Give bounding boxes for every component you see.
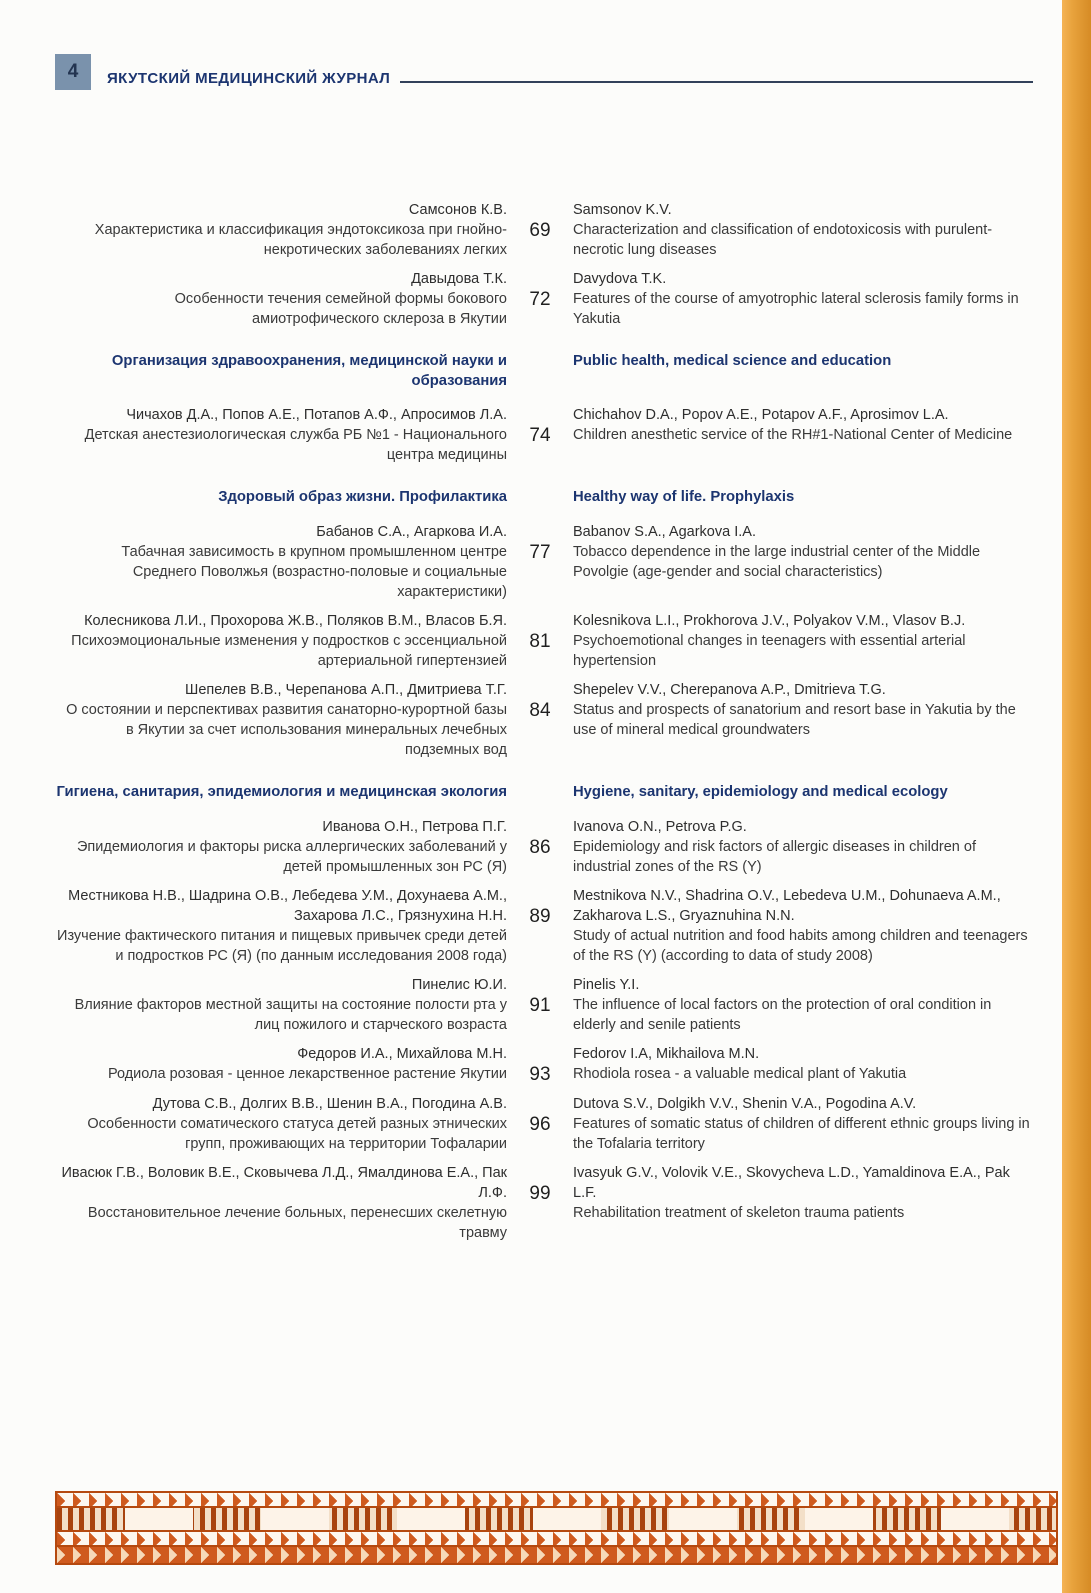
table-of-contents — [55, 200, 1035, 1243]
entry-en-block — [573, 817, 1035, 877]
entry-ru-block — [55, 817, 507, 877]
entry-authors-en: Ivasyuk G.V., Volovik V.E., Skovycheva L.D., Yamaldinova E.A., Pak L.F. — [573, 1165, 1010, 1201]
entry-ru-block — [55, 886, 507, 966]
entry-authors-en: Fedorov I.A, Mikhailova M.N. — [573, 1046, 760, 1062]
ornament-zigzag-middle — [57, 1532, 1056, 1547]
section-heading-spacer — [507, 351, 573, 391]
entry-authors-en: Ivanova O.N., Petrova P.G. — [573, 819, 747, 835]
entry-authors-en: Babanov S.A., Agarkova I.A. — [573, 524, 756, 540]
header-rule — [400, 81, 1033, 83]
entry-page-number: 69 — [529, 220, 551, 241]
toc-entry — [55, 817, 1035, 877]
entry-page-number: 93 — [529, 1064, 551, 1085]
toc-entry — [55, 200, 1035, 260]
entry-en-block — [573, 975, 1035, 1035]
right-edge-accent-bar — [1062, 0, 1091, 1593]
entry-ru-block — [55, 269, 507, 329]
section-heading-en: Public health, medical science and education — [573, 353, 892, 369]
entry-title-en: Rehabilitation treatment of skeleton trauma patients — [573, 1205, 905, 1221]
entry-page-number: 89 — [529, 906, 551, 927]
ornament-triangles-bottom — [57, 1547, 1056, 1563]
entry-en-block — [573, 1094, 1035, 1154]
entry-authors-en: Kolesnikova L.I., Prokhorova J.V., Polyakov V.M., Vlasov B.J. — [573, 613, 966, 629]
entry-title-ru: Психоэмоциональные изменения у подростков с эссенциальной артериальной гипертензией — [71, 633, 507, 669]
entry-title-ru: Детская анестезиологическая служба РБ №1 - Национального центра медицины — [84, 427, 507, 463]
ornament-ticks-strip — [57, 1508, 1056, 1532]
entry-authors-ru: Чичахов Д.А., Попов А.Е., Потапов А.Ф., Апросимов Л.А. — [126, 407, 507, 423]
entry-ru-block — [55, 680, 507, 760]
entry-authors-ru: Ивасюк Г.В., Воловик В.Е., Сковычева Л.Д., Ямалдинова Е.А., Пак Л.Ф. — [61, 1165, 507, 1201]
section-heading-ru: Организация здравоохранения, медицинской науки и образования — [111, 353, 507, 389]
entry-ru-block — [55, 1163, 507, 1243]
section-heading-en: Hygiene, sanitary, epidemiology and medical ecology — [573, 784, 948, 800]
entry-title-ru: Особенности течения семейной формы бокового амиотрофического склероза в Якутии — [174, 291, 507, 327]
toc-entry — [55, 611, 1035, 671]
entry-page-number: 86 — [529, 837, 551, 858]
entry-authors-en: Davydova T.K. — [573, 271, 667, 287]
entry-en-block — [573, 1163, 1035, 1243]
entry-title-ru: Эпидемиология и факторы риска аллергических заболеваний у детей промышленных зон РС (Я) — [77, 839, 507, 875]
entry-title-en: Epidemiology and risk factors of allergic diseases in children of industrial zones of the RS (Y) — [573, 839, 976, 875]
entry-title-ru: Характеристика и классификация эндотоксикоза при гнойно-некротических заболеваниях легких — [94, 222, 507, 258]
entry-authors-en: Samsonov K.V. — [573, 202, 672, 218]
entry-authors-ru: Иванова О.Н., Петрова П.Г. — [322, 819, 507, 835]
entry-page-number: 84 — [529, 700, 551, 721]
entry-authors-en: Dutova S.V., Dolgikh V.V., Shenin V.A., Pogodina A.V. — [573, 1096, 917, 1112]
entry-authors-en: Mestnikova N.V., Shadrina O.V., Lebedeva U.M., Dohunaeva A.M., Zakharova L.S., Gryaznuhina N.N. — [573, 888, 1001, 924]
entry-authors-ru: Местникова Н.В., Шадрина О.В., Лебедева У.М., Дохунаева А.М., Захарова Л.С., Грязнухина Н.Н. — [68, 888, 507, 924]
section-heading-en: Healthy way of life. Prophylaxis — [573, 489, 795, 505]
entry-title-en: Psychoemotional changes in teenagers with essential arterial hypertension — [573, 633, 966, 669]
entry-ru-block — [55, 1094, 507, 1154]
entry-authors-ru: Самсонов К.В. — [408, 202, 507, 218]
entry-title-ru: Табачная зависимость в крупном промышленном центре Среднего Поволжья (возрастно-половые и социальные характеристики) — [121, 544, 507, 600]
entry-title-en: Characterization and classification of endotoxicosis with purulent-necrotic lung diseases — [573, 222, 993, 258]
entry-authors-ru: Федоров И.А., Михайлова М.Н. — [297, 1046, 507, 1062]
entry-ru-block — [55, 1044, 507, 1085]
entry-ru-block — [55, 200, 507, 260]
toc-entry — [55, 1163, 1035, 1243]
entry-authors-ru: Дутова С.В., Долгих В.В., Шенин В.А., Погодина А.В. — [152, 1096, 507, 1112]
entry-authors-en: Chichahov D.A., Popov A.E., Potapov A.F., Aprosimov L.A. — [573, 407, 949, 423]
entry-en-block — [573, 269, 1035, 329]
entry-title-en: Tobacco dependence in the large industrial center of the Middle Povolgie (age-gender and social characteristics) — [573, 544, 981, 580]
toc-entry — [55, 522, 1035, 602]
entry-page-number: 72 — [529, 289, 551, 310]
toc-section-heading — [55, 351, 1035, 391]
ornament-zigzag-top — [57, 1493, 1056, 1508]
entry-en-block — [573, 522, 1035, 602]
entry-authors-en: Pinelis Y.I. — [573, 977, 640, 993]
entry-page-number: 99 — [529, 1183, 551, 1204]
page-number-badge — [55, 54, 91, 90]
toc-entry — [55, 269, 1035, 329]
entry-title-ru: Изучение фактического питания и пищевых привычек среди детей и подростков РС (Я) (по данным исследования 2008 года) — [57, 928, 507, 964]
toc-entry — [55, 975, 1035, 1035]
toc-section-heading — [55, 487, 1035, 508]
entry-title-ru: Особенности соматического статуса детей разных этнических групп, проживающих на территории Тофаларии — [87, 1116, 507, 1152]
entry-title-en: Features of the course of amyotrophic lateral sclerosis family forms in Yakutia — [573, 291, 1019, 327]
entry-title-en: Status and prospects of sanatorium and resort base in Yakutia by the use of mineral medical groundwaters — [573, 702, 1016, 738]
entry-page-number: 81 — [529, 631, 551, 652]
page-number: 4 — [67, 61, 79, 82]
entry-authors-ru: Пинелис Ю.И. — [411, 977, 507, 993]
toc-entry — [55, 1044, 1035, 1085]
entry-authors-ru: Давыдова Т.К. — [411, 271, 507, 287]
entry-title-en: Rhodiola rosea - a valuable medical plant of Yakutia — [573, 1066, 907, 1082]
entry-title-en: The influence of local factors on the protection of oral condition in elderly and senile patients — [573, 997, 992, 1033]
ornament-band — [55, 1491, 1058, 1565]
entry-title-ru: Восстановительное лечение больных, перенесших скелетную травму — [87, 1205, 507, 1241]
entry-title-ru: Родиола розовая - ценное лекарственное растение Якутии — [107, 1066, 507, 1082]
entry-ru-block — [55, 522, 507, 602]
entry-page-number: 74 — [529, 425, 551, 446]
toc-entry — [55, 405, 1035, 465]
section-heading-spacer — [507, 487, 573, 508]
entry-en-block — [573, 1044, 1035, 1085]
section-heading-ru: Гигиена, санитария, эпидемиология и медицинская экология — [56, 784, 507, 800]
page-header — [0, 0, 1091, 90]
journal-title: ЯКУТСКИЙ МЕДИЦИНСКИЙ ЖУРНАЛ — [107, 70, 391, 87]
toc-entry — [55, 1094, 1035, 1154]
entry-ru-block — [55, 975, 507, 1035]
entry-ru-block — [55, 405, 507, 465]
entry-title-ru: О состоянии и перспективах развития санаторно-курортной базы в Якутии за счет использования минеральных лечебных подземных вод — [66, 702, 507, 758]
entry-authors-ru: Колесникова Л.И., Прохорова Ж.В., Поляков В.М., Власов Б.Я. — [84, 613, 507, 629]
toc-entry — [55, 886, 1035, 966]
section-heading-spacer — [507, 782, 573, 803]
entry-authors-ru: Шепелев В.В., Черепанова А.П., Дмитриева Т.Г. — [185, 682, 507, 698]
entry-authors-en: Shepelev V.V., Cherepanova A.P., Dmitrieva T.G. — [573, 682, 886, 698]
toc-entry — [55, 680, 1035, 760]
entry-title-en: Study of actual nutrition and food habits among children and teenagers of the RS (Y) (according to data of study 2008) — [573, 928, 1028, 964]
entry-en-block — [573, 611, 1035, 671]
entry-en-block — [573, 680, 1035, 760]
entry-page-number: 96 — [529, 1114, 551, 1135]
entry-authors-ru: Бабанов С.А., Агаркова И.А. — [316, 524, 507, 540]
section-heading-ru: Здоровый образ жизни. Профилактика — [218, 489, 507, 505]
entry-en-block — [573, 405, 1035, 465]
entry-page-number: 91 — [529, 995, 551, 1016]
toc-section-heading — [55, 782, 1035, 803]
entry-title-ru: Влияние факторов местной защиты на состояние полости рта у лиц пожилого и старческого возраста — [74, 997, 507, 1033]
entry-page-number: 77 — [529, 542, 551, 563]
entry-title-en: Children anesthetic service of the RH#1-National Center of Medicine — [573, 427, 1013, 443]
entry-en-block — [573, 886, 1035, 966]
entry-en-block — [573, 200, 1035, 260]
entry-ru-block — [55, 611, 507, 671]
entry-title-en: Features of somatic status of children of different ethnic groups living in the Tofalaria territory — [573, 1116, 1030, 1152]
